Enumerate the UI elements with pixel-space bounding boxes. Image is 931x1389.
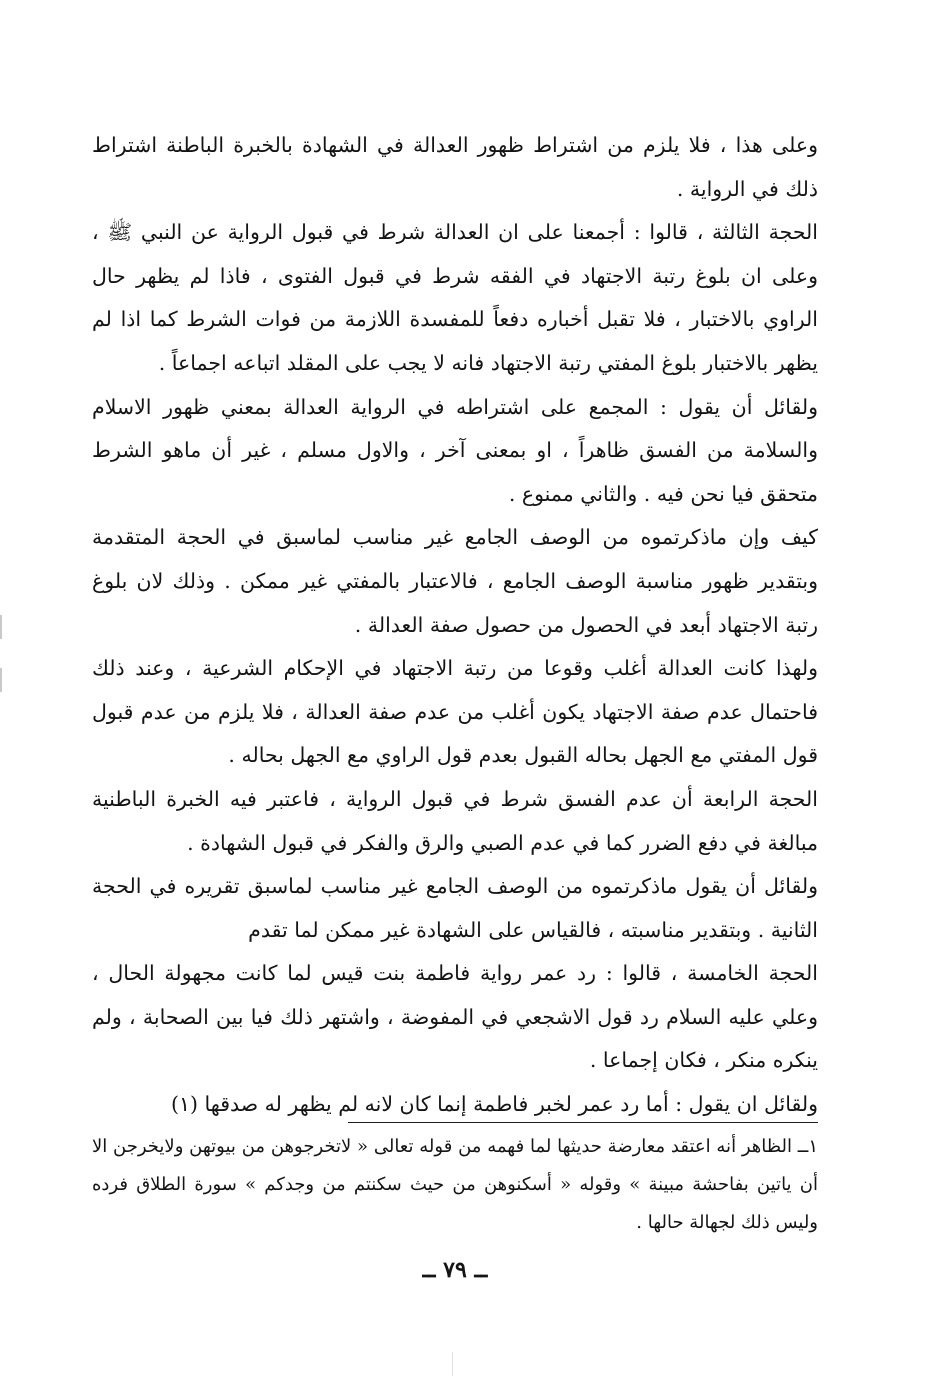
body-paragraph: الحجة الخامسة ، قالوا : رد عمر رواية فاطمة بنت قيس لما كانت مجهولة الحال ، وعلي عليه السلام رد قول الاشجعي في المفوضة ، واشتهر ذلك فيا بين الصحابة ، ولم ينكره منكر ، فكان إجماعا .	[92, 961, 818, 1073]
body-paragraph: كيف وإن ماذكرتموه من الوصف الجامع غير مناسب لماسبق في الحجة المتقدمة وبتقدير ظهور مناسبة الوصف الجامع ، فالاعتبار بالمفتي غير ممكن . وذلك لان بلوغ رتبة الاجتهاد أبعد في الحصول من حصول صفة العدالة .	[92, 525, 818, 637]
body-paragraph: الحجة الثالثة ، قالوا : أجمعنا على ان العدالة شرط في قبول الرواية عن النبي ﷺ ، وعلى ان بلوغ رتبة الاجتهاد في الفقه شرط في قبول الفتوى ، فاذا لم يظهر حال الراوي بالاختبار ، فلا تقبل أخباره دفعاً للمفسدة اللازمة من فوات الشرط كما اذا لم يظهر بالاختبار بلوغ المفتي رتبة الاجتهاد فانه لا يجب على المقلد اتباعه اجماعاً .	[92, 220, 818, 375]
bottom-scan-mark	[452, 1352, 453, 1376]
left-margin-mark	[0, 615, 2, 639]
footnote-text: ١ــ الظاهر أنه اعتقد معارضة حديثها لما فهمه من قوله تعالى « لاتخرجوهن من بيوتهن ولايخرجن الا أن ياتين بفاحشة مبينة » وقوله « أسكنوهن من حيث سكنتم من وجدكم » سورة الطلاق فرده وليس ذلك لجهالة حالها .	[92, 1136, 818, 1233]
body-paragraph: وعلى هذا ، فلا يلزم من اشتراط ظهور العدالة في الشهادة بالخبرة الباطنة اشتراط ذلك في الرواية .	[92, 133, 818, 201]
body-paragraph: الحجة الرابعة أن عدم الفسق شرط في قبول الرواية ، فاعتبر فيه الخبرة الباطنية مبالغة في دفع الضرر كما في عدم الصبي والرق والفكر في قبول الشهادة .	[92, 786, 818, 855]
body-paragraph: ولقائل ان يقول : أما رد عمر لخبر فاطمة إنما كان لانه لم يظهر له صدقها (١)	[170, 1092, 818, 1117]
left-margin-mark	[0, 668, 2, 692]
footnote-divider	[348, 1122, 818, 1123]
main-text-body	[92, 124, 818, 1127]
page-number: ــ ٧٩ ــ	[422, 1257, 488, 1283]
body-paragraph: ولهذا كانت العدالة أغلب وقوعا من رتبة الاجتهاد في الإحكام الشرعية ، وعند ذلك فاحتمال عدم صفة الاجتهاد يكون أغلب من عدم صفة العدالة ، فلا يلزم من عدم قبول قول المفتي مع الجهل بحاله القبول بعدم قول الراوي مع الجهل بحاله .	[92, 656, 818, 768]
body-paragraph: ولقائل أن يقول ماذكرتموه من الوصف الجامع غير مناسب لماسبق تقريره في الحجة الثانية . وبتقدير مناسبته ، فالقياس على الشهادة غير ممكن لما تقدم	[92, 874, 818, 942]
body-paragraph: ولقائل أن يقول : المجمع على اشتراطه في الرواية العدالة بمعني ظهور الاسلام والسلامة من الفسق ظاهراً ، او بمعنى آخر ، والاول مسلم ، غير أن ماهو الشرط متحقق فيا نحن فيه . والثاني ممنوع .	[92, 394, 818, 506]
footnote	[92, 1128, 818, 1242]
